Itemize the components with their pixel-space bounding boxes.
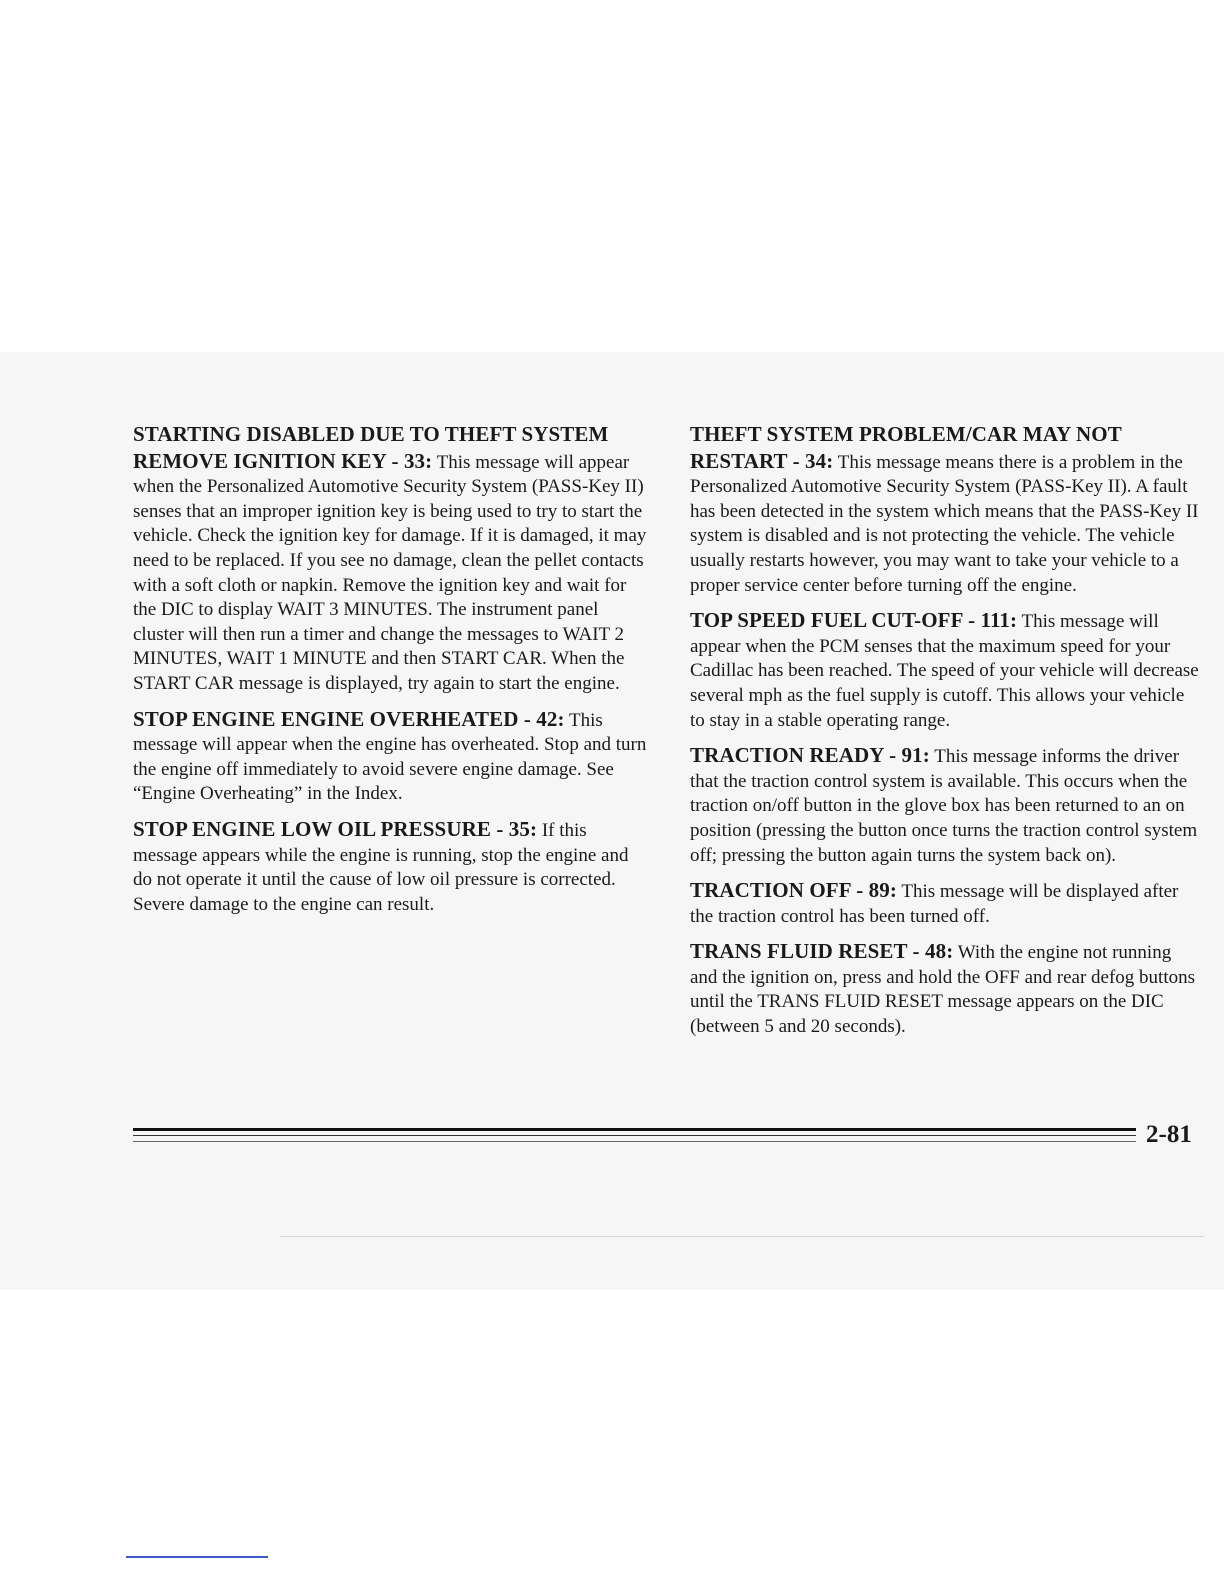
message-heading: THEFT SYSTEM PROBLEM/CAR MAY NOT RESTART - 34: <box>690 422 1122 473</box>
message-heading: STARTING DISABLED DUE TO THEFT SYSTEM REMOVE IGNITION KEY - 33: <box>133 422 609 473</box>
message-heading: TRACTION OFF - 89: <box>690 878 897 903</box>
message-entry <box>690 939 1202 1039</box>
message-heading: TRACTION READY - 91: <box>690 743 930 768</box>
message-entry <box>133 422 651 697</box>
footer-rule <box>133 1128 1136 1131</box>
message-body: This message informs the driver that the traction control system is available. This occurs when the traction on/off button in the glove box has been returned to an on position (pressing the button once turns the traction control system off; pressing the button again turns the system back on). <box>690 746 1198 866</box>
message-entry <box>133 817 651 917</box>
right-column <box>690 422 1202 1050</box>
message-body: With the engine not running and the ignition on, press and hold the OFF and rear defog buttons until the TRANS FLUID RESET message appears on the DIC (between 5 and 20 seconds). <box>690 942 1196 1038</box>
message-body: This message means there is a problem in the Personalized Automotive Security System (PASS-Key II). A fault has been detected in the system which means that the PASS-Key II system is disabled and is not protecting the vehicle. The vehicle usually restarts however, you may want to take your vehicle to a proper service center before turning off the engine. <box>690 451 1199 596</box>
message-heading: TRANS FLUID RESET - 48: <box>690 939 954 964</box>
message-body: If this message appears while the engine is running, stop the engine and do not operate it until the cause of low oil pressure is corrected. Severe damage to the engine can result. <box>133 819 629 915</box>
message-entry <box>690 878 1202 929</box>
message-heading: TOP SPEED FUEL CUT-OFF - 111: <box>690 608 1018 633</box>
message-body: This message will appear when the engine has overheated. Stop and turn the engine off immediately to avoid severe engine damage. See “Engine Overheating” in the Index. <box>133 709 647 805</box>
message-entry <box>690 422 1202 598</box>
message-entry <box>690 743 1202 868</box>
message-heading: STOP ENGINE LOW OIL PRESSURE - 35: <box>133 816 538 841</box>
message-body: This message will be displayed after the traction control has been turned off. <box>690 881 1179 927</box>
page-number: 2-81 <box>1146 1121 1192 1148</box>
footer-rule-thin <box>133 1141 1136 1142</box>
message-heading: STOP ENGINE ENGINE OVERHEATED - 42: <box>133 706 565 731</box>
footer-rule-thin <box>133 1135 1136 1136</box>
message-entry <box>133 707 651 807</box>
message-body: This message will appear when the PCM senses that the maximum speed for your Cadillac has been reached. The speed of your vehicle will decrease several mph as the fuel supply is cutoff. This allows your vehicle to stay in a stable operating range. <box>690 611 1199 731</box>
message-body: This message will appear when the Personalized Automotive Security System (PASS-Key II) senses that an improper ignition key is being used to try to start the vehicle. Check the ignition key for damage. If it is damaged, it may need to be replaced. If you see no damage, clean the pellet contacts with a soft cloth or napkin. Remove the ignition key and wait for the DIC to display WAIT 3 MINUTES. The instrument panel cluster will then run a timer and change the messages to WAIT 2 MINUTES, WAIT 1 MINUTE and then START CAR. When the START CAR message is displayed, try again to start the engine. <box>133 451 647 694</box>
left-column <box>133 422 651 927</box>
message-entry <box>690 608 1202 733</box>
bottom-link-underline[interactable] <box>126 1556 268 1558</box>
scan-divider <box>280 1236 1204 1237</box>
